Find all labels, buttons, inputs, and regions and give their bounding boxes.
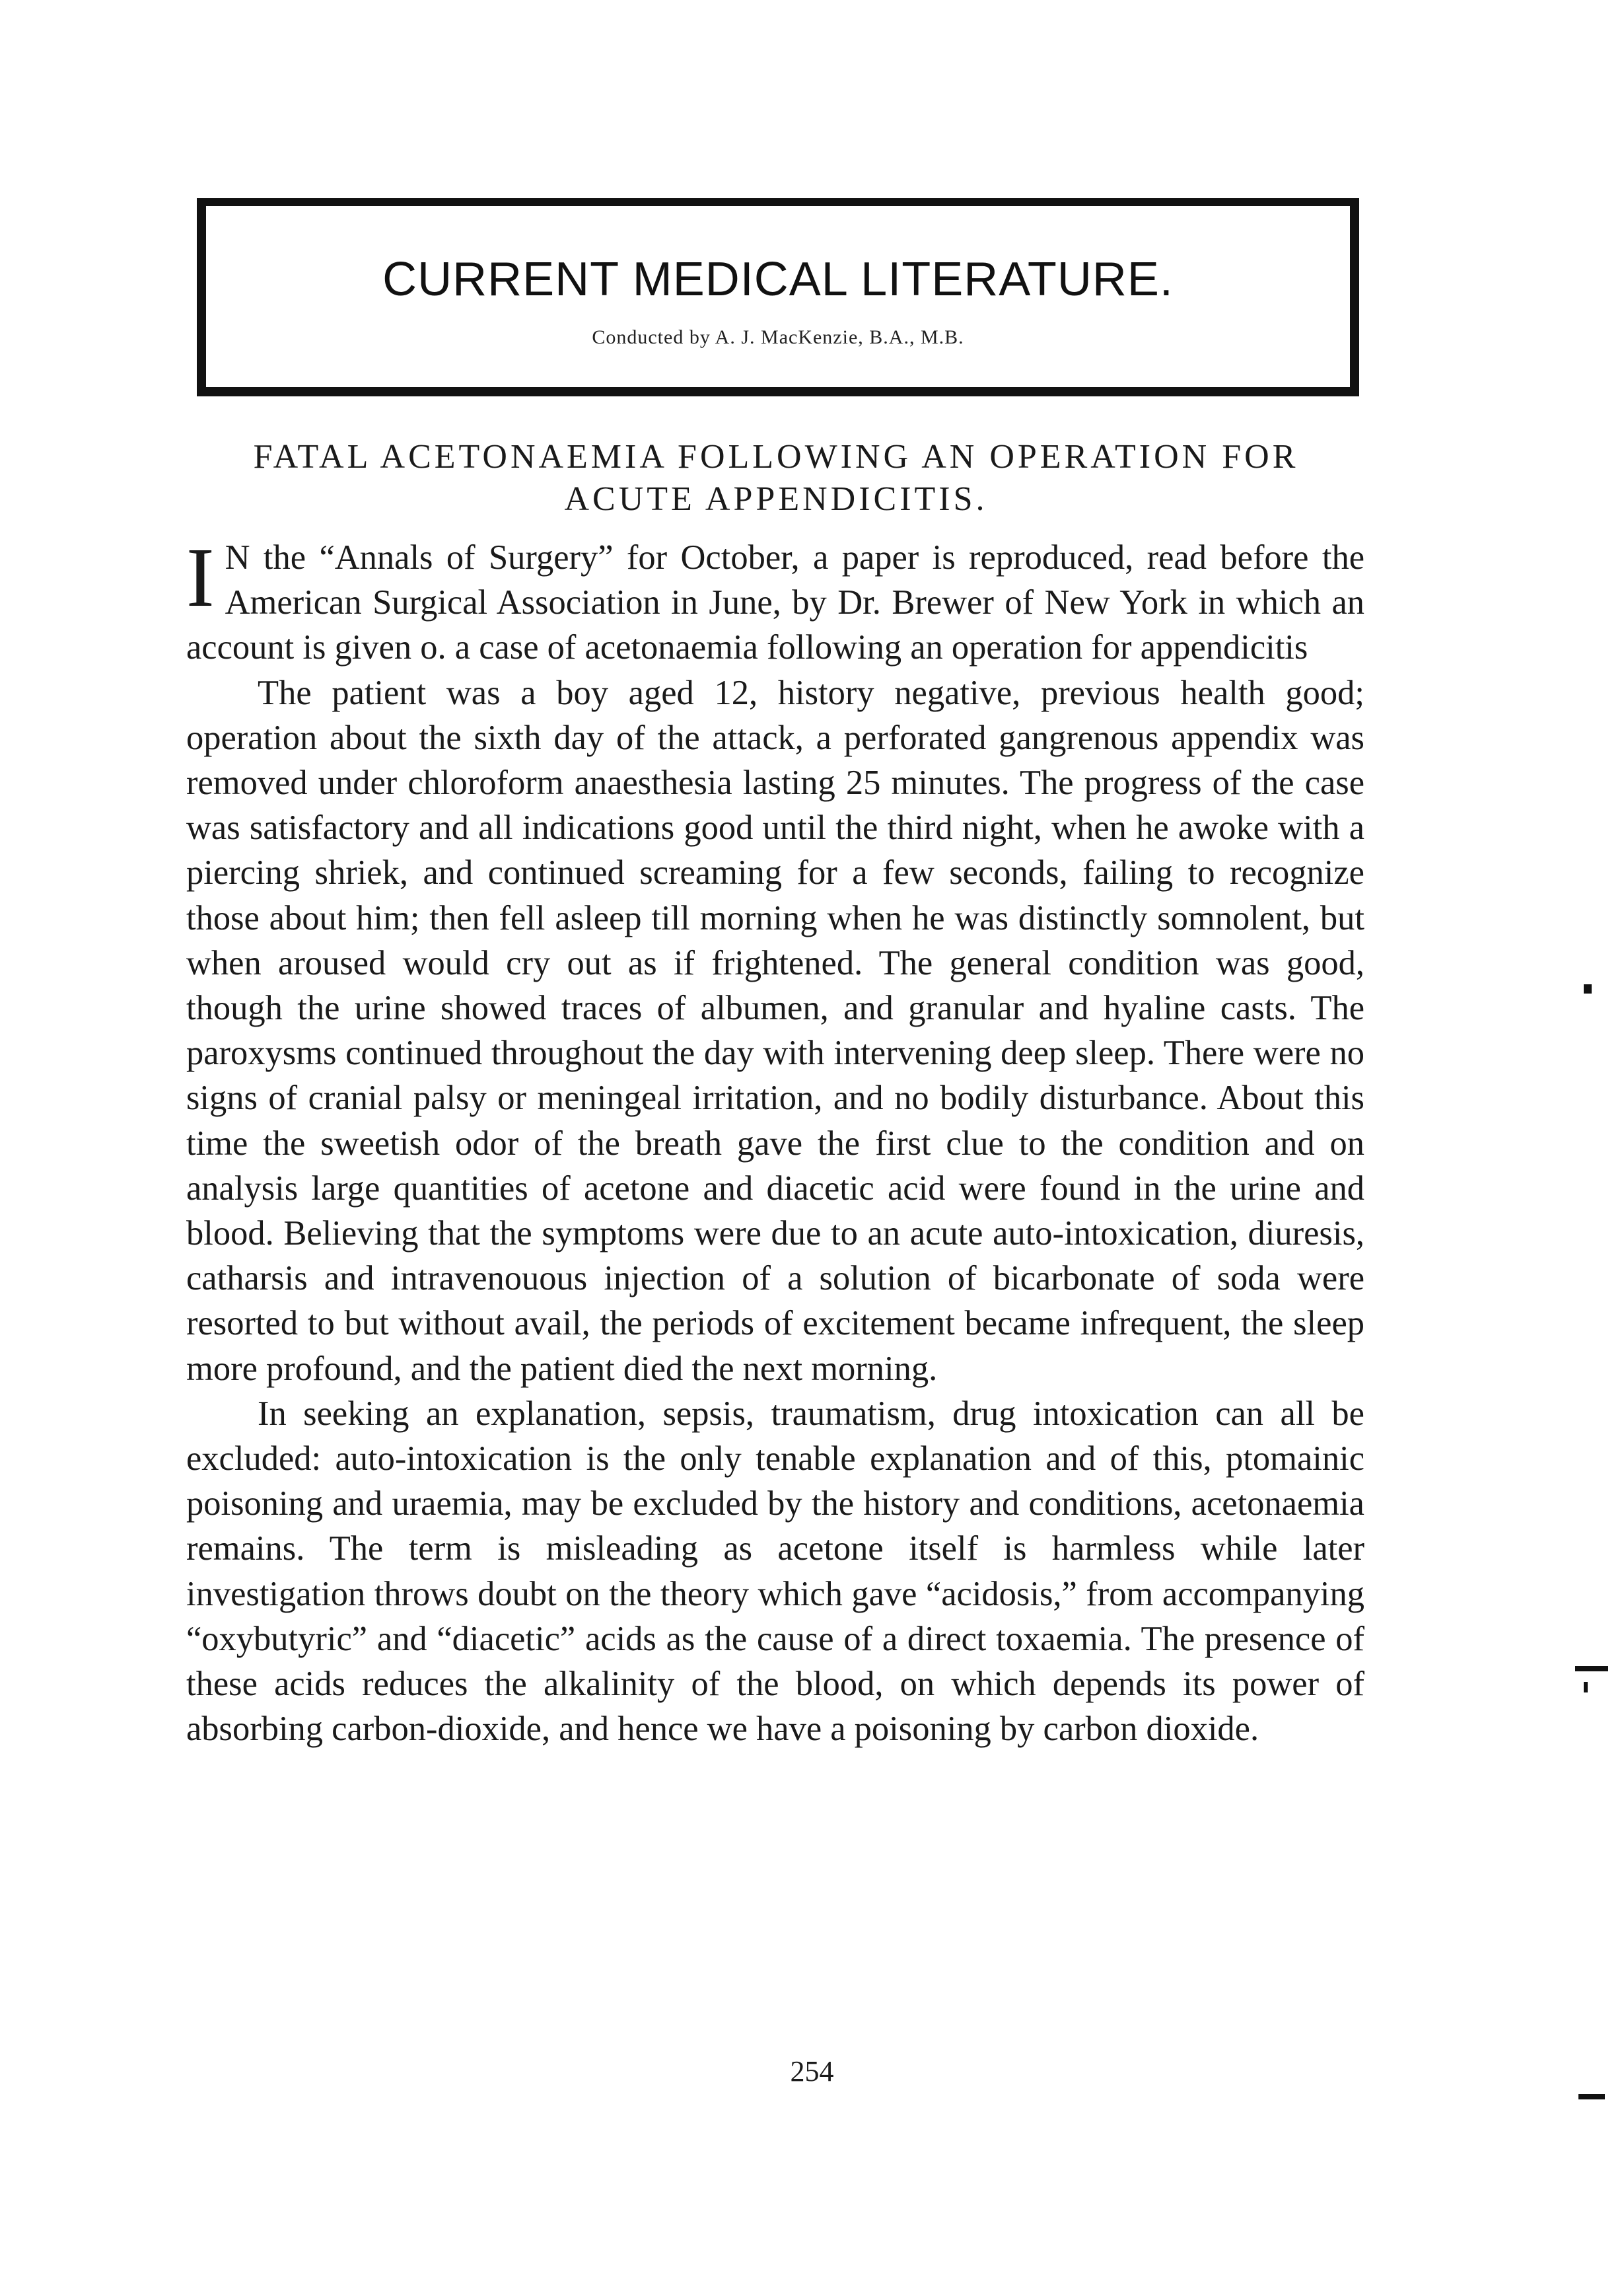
editor-credit: Conducted by A. J. MacKenzie, B.A., M.B. bbox=[592, 326, 964, 348]
margin-mark bbox=[1578, 2094, 1605, 2099]
article-title-line-2: ACUTE APPENDICITIS. bbox=[564, 480, 988, 518]
section-title: CURRENT MEDICAL LITERATURE. bbox=[382, 253, 1174, 306]
paragraph: The patient was a boy aged 12, history negative, previous health good; operation about the sixth day of the attack, a perforated gangrenous appendix was removed under chloroform anaesthesia lasting 25 minutes. The progress of the case was satisfactory and all indications good until the third night, when he awoke with a piercing shriek, and continued screaming for a few seconds, failing to recognize those about him; then fell asleep till morning when he was distinctly somnolent, but when aroused would cry out as if frightened. The general condition was good, though the urine showed traces of albumen, and granular and hyaline casts. The paroxysms continued throughout the day with intervening deep sleep. There were no signs of cranial palsy or meningeal irritation, and no bodily disturbance. About this time the sweetish odor of the breath gave the first clue to the condition and on analysis large quantities of acetone and diacetic acid were found in the urine and blood. Believing that the symptoms were due to an acute auto-intoxication, diuresis, catharsis and intravenouous injection of a solution of bicarbonate of soda were resorted to but without avail, the periods of excitement became infrequent, the sleep more profound, and the patient died the next morning. bbox=[186, 673, 1364, 1388]
section-header-box bbox=[197, 198, 1359, 396]
article-title bbox=[185, 436, 1367, 521]
drop-cap: I bbox=[186, 530, 215, 624]
page-number: 254 bbox=[790, 2055, 834, 2088]
article-body bbox=[186, 530, 1364, 1751]
margin-mark bbox=[1584, 984, 1592, 994]
article-title-line-1: FATAL ACETONAEMIA FOLLOWING AN OPERATION FOR bbox=[253, 438, 1299, 476]
paragraph bbox=[186, 530, 1364, 671]
paragraph: In seeking an explanation, sepsis, traumatism, drug intoxication can all be excluded: auto-intoxication is the only tenable explanation and of this, ptomainic poisoning and uraemia, may be excluded by the history and conditions, acetonaemia remains. The term is misleading as acetone itself is harmless while later investigation throws doubt on the theory which gave “acidosis,” from accompanying “oxybutyric” and “diacetic” acids as the cause of a direct toxaemia. The presence of these acids reduces the alkalinity of the blood, on which depends its power of absorbing carbon-dioxide, and hence we have a poisoning by carbon dioxide. bbox=[186, 1394, 1364, 1749]
paragraph-text: N the “Annals of Surgery” for October, a paper is reproduced, read before the American Surgical Association in June, by Dr. Brewer of New York in which an account is given o. a case of acetonaemia following an operation for appendicitis bbox=[186, 538, 1364, 667]
margin-mark bbox=[1584, 1682, 1588, 1692]
margin-mark bbox=[1575, 1666, 1608, 1671]
